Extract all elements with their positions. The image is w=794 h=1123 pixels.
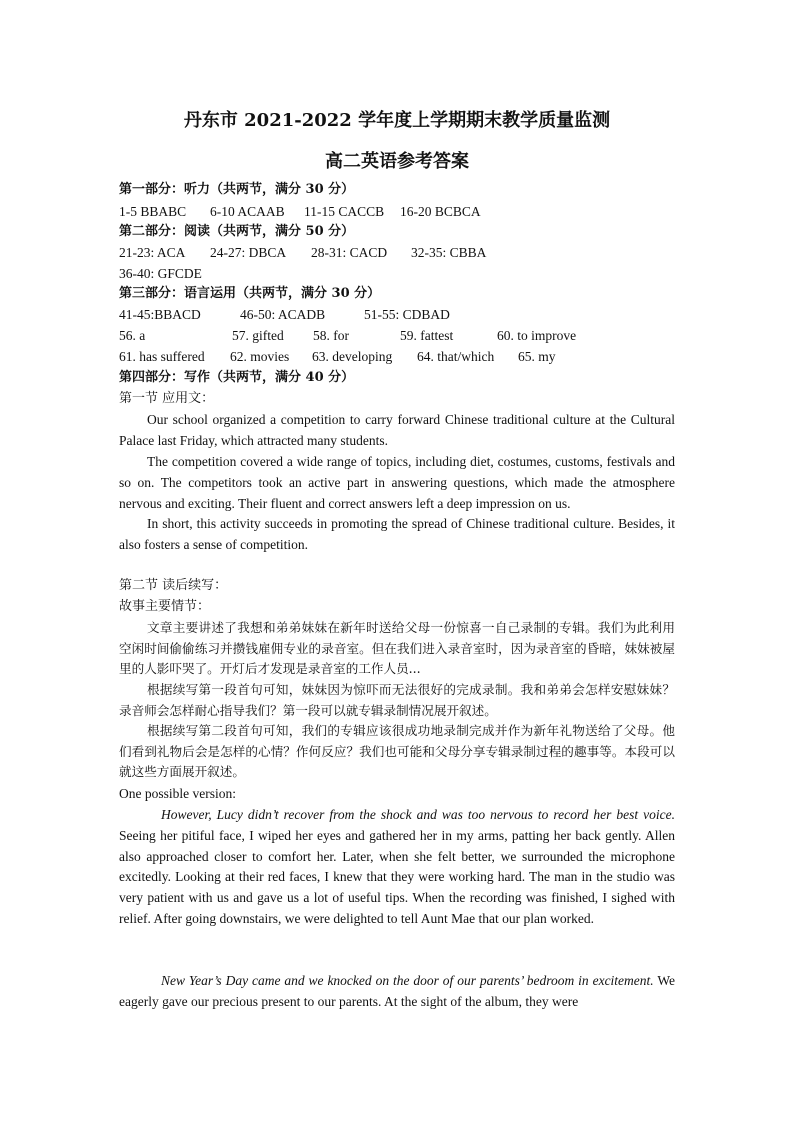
answer-item: 16-20 BCBCA bbox=[400, 204, 481, 219]
answer-item: 32-35: CBBA bbox=[411, 245, 487, 260]
story-paragraph bbox=[119, 805, 675, 930]
section2-label: 第二节 读后续写： bbox=[119, 578, 228, 593]
answer-item: 41-45:BBACD bbox=[119, 307, 201, 322]
answer-item: 1-5 BBABC bbox=[119, 204, 187, 219]
story-text: We eagerly gave our precious present to our parents. At the sight of the album, they were bbox=[119, 973, 675, 1009]
document-title: 丹东市 2021-2022 学年度上学期期末教学质量监测 bbox=[183, 110, 611, 131]
answer-item: 28-31: CACD bbox=[311, 245, 388, 260]
answer-item: 56. a bbox=[119, 328, 146, 343]
answer-item: 21-23: ACA bbox=[119, 245, 186, 260]
version-label: One possible version: bbox=[119, 786, 236, 801]
part1-heading: 第一部分：听力（共两节，满分 30 分） bbox=[119, 182, 355, 197]
part2-heading: 第二部分：阅读（共两节，满分 50 分） bbox=[119, 224, 355, 239]
part3-heading: 第三部分：语言运用（共两节，满分 30 分） bbox=[119, 286, 381, 301]
answer-item: 58. for bbox=[313, 328, 349, 343]
document-subtitle: 高二英语参考答案 bbox=[325, 151, 469, 172]
plot-paragraph: 文章主要讲述了我想和弟弟妹妹在新年时送给父母一份惊喜一自己录制的专辑。我们为此利用空闲时间偷偷练习并攒钱雇佣专业的录音室。但在我们进入录音室时，因为录音室的昏暗，妹妹被屋里的人影吓哭了。开灯后才发现是录音室的工作人员... bbox=[119, 620, 675, 677]
essay-paragraph: Our school organized a competition to carry forward Chinese traditional culture at the Cultural Palace last Friday, which attracted many students. bbox=[119, 412, 675, 448]
answer-item: 61. has suffered bbox=[119, 349, 205, 364]
answer-item: 24-27: DBCA bbox=[210, 245, 287, 260]
answer-item: 65. my bbox=[518, 349, 556, 364]
part4-heading: 第四部分：写作（共两节，满分 40 分） bbox=[119, 370, 355, 385]
story-first-sentence: New Year’s Day came and we knocked on the door of our parents’ bedroom in excitement. bbox=[161, 973, 654, 988]
answer-item: 11-15 CACCB bbox=[304, 204, 385, 219]
answer-item: 51-55: CDBAD bbox=[364, 307, 450, 322]
plot-paragraph: 根据续写第二段首句可知，我们的专辑应该很成功地录制完成并作为新年礼物送给了父母。他们看到礼物后会是怎样的心情？作何反应？我们也可能和父母分享专辑录制过程的趣事等。本段可以就这些方面展开叙述。 bbox=[119, 723, 675, 780]
answer-item: 59. fattest bbox=[400, 328, 454, 343]
answer-item: 6-10 ACAAB bbox=[210, 204, 285, 219]
answer-item: 63. developing bbox=[312, 349, 393, 364]
story-text: Seeing her pitiful face, I wiped her eyes and gathered her in my arms, patting her back gently. Allen also approached closer to comfort her. Later, when she felt better, we surrounded the microphone excitedly. Looking at their red faces, I knew that they were working hard. The man in the studio was very patient with us and gave us a lot of useful tips. When the recording was finished, I sighed with relief. After going downstairs, we were delighted to tell Aunt Mae that our plan worked. bbox=[119, 827, 675, 926]
answer-item: 36-40: GFCDE bbox=[119, 266, 202, 281]
essay-paragraph: In short, this activity succeeds in promoting the spread of Chinese traditional culture. Besides, it also fosters a sense of competition. bbox=[119, 516, 675, 552]
answer-item: 64. that/which bbox=[417, 349, 495, 364]
answer-item: 46-50: ACADB bbox=[240, 307, 326, 322]
story-paragraph bbox=[119, 971, 675, 1013]
story-first-sentence: However, Lucy didn’t recover from the shock and was too nervous to record her best voice. bbox=[161, 807, 675, 822]
plot-label: 故事主要情节： bbox=[119, 599, 211, 614]
answer-item: 62. movies bbox=[230, 349, 290, 364]
plot-paragraph: 根据续写第一段首句可知，妹妹因为惊吓而无法很好的完成录制。我和弟弟会怎样安慰妹妹？录音师会怎样耐心指导我们？第一段可以就专辑录制情况展开叙述。 bbox=[119, 682, 675, 718]
answer-item: 57. gifted bbox=[232, 328, 284, 343]
section1-label: 第一节 应用文： bbox=[119, 391, 215, 406]
answer-item: 60. to improve bbox=[497, 328, 577, 343]
essay-paragraph: The competition covered a wide range of topics, including diet, costumes, customs, festivals and so on. The competitors took an active part in answering questions, which made the atmosphere nervous and exciting. Their fluent and correct answers left a deep impression on us. bbox=[119, 454, 675, 511]
